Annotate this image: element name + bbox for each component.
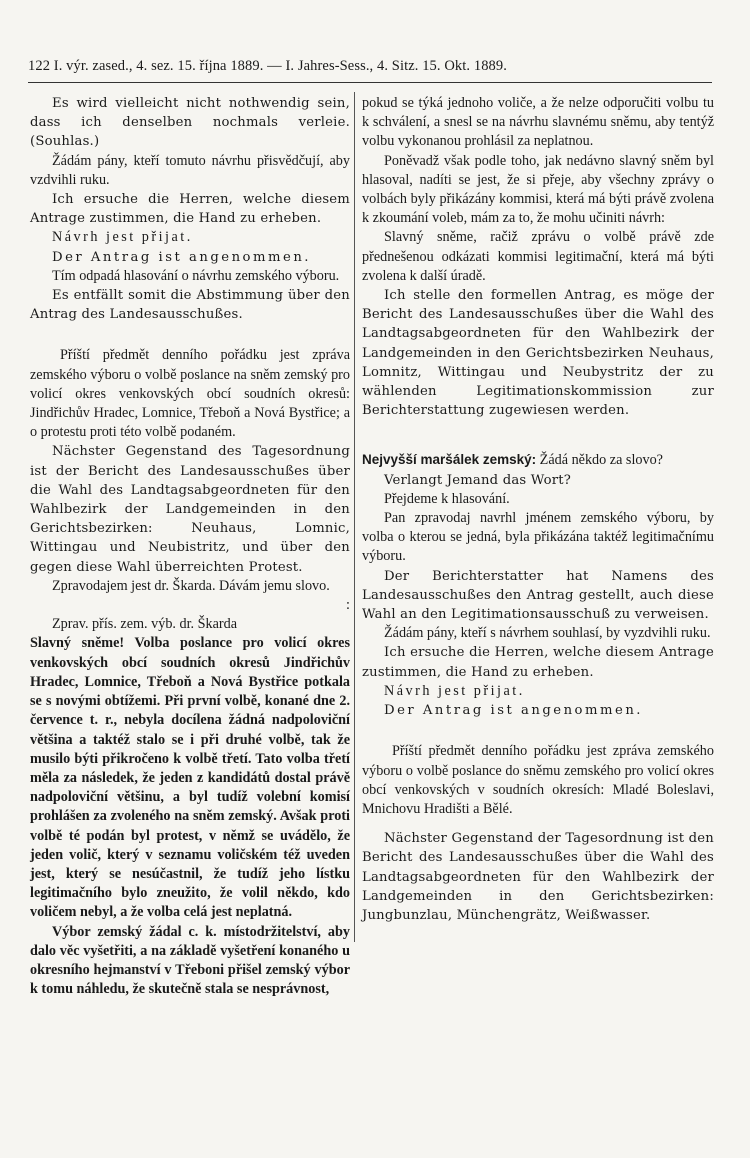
paragraph: Ich ersuche die Herren, welche diesem Antrage zustimmen, die Hand zu erheben. <box>362 645 714 680</box>
page-header: 122 I. výr. zased., 4. sez. 15. října 1889. — I. Jahres-Sess., 4. Sitz. 15. Okt. 1889. <box>28 58 507 74</box>
speaker-label: Zprav. přís. zem. výb. dr. Škarda <box>52 616 238 633</box>
speech-paragraph: Výbor zemský žádal c. k. místodržitelství, aby dalo věc vyšetřiti, a na základě vyšetření konaného u okresního hejmanství v Třeboni přišel zemský výbor k tomu náhledu, že skutečně stala se nesprávnost, <box>30 923 350 998</box>
speaker-label: Nejvyšší maršálek zemský: <box>362 452 537 468</box>
paragraph: Tím odpadá hlasování o návrhu zemského výboru. <box>52 267 340 284</box>
header-rule <box>28 82 712 83</box>
paragraph: Ich stelle den formellen Antrag, es möge der Bericht des Landesausschußes über die Wahl des Landtagsabgeordneten für den Wahlbezirk der Landgemeinden in den Gerichtsbezirken Neuhaus, Lomnitz, Wittingau und Neubystritz der zu wählenden Legitimationskommission zur Berichterstattung zugewiesen werden. <box>362 288 714 419</box>
right-column <box>362 94 714 925</box>
agenda-item-de: Nächster Gegenstand der Tagesordnung ist den Bericht des Landesausschußes über die Wahl des Landtagsabgeordneten für den Wahlbezirk der Landgemeinden in den Gerichtsbezirken: Jungbunzlau, Münchengrätz, Weißwasser. <box>362 831 714 923</box>
colon-mark: : <box>346 597 350 614</box>
paragraph: Der Berichterstatter hat Namens des Landesausschußes den Antrag gestellt, auch diese Wahl an den Legitimationsausschuß zu verweisen. <box>362 568 714 623</box>
paragraph: Zpravodajem jest dr. Škarda. Dávám jemu slovo. <box>52 577 330 594</box>
paragraph: Verlangt Jemand das Wort? <box>384 472 572 488</box>
paragraph: Ich ersuche die Herren, welche diesem Antrage zustimmen, die Hand zu erheben. <box>30 192 350 227</box>
paragraph: Es wird vielleicht nicht nothwendig sein, dass ich denselben nochmals verleie. (Souhlas.) <box>30 96 350 150</box>
agenda-item-de: Nächster Gegenstand des Tagesordnung ist der Bericht des Landesausschußes über die Wahl des Landtagsabgeordneten für den Wahlbezirk der Landgemeinden in den Gerichtsbezirken: Neuhaus, Lomnic, Wittingau und Neubistritz, und über den gegen diese Wahl überreichten Protest. <box>30 444 350 575</box>
paragraph: Přejdeme k hlasování. <box>384 490 510 507</box>
paragraph: Der Antrag ist angenommen. <box>52 249 312 265</box>
agenda-item-cz: Příští předmět denního pořádku jest zpráva zemského výboru o volbě poslance na sněm zemský pro volicí okres venkovských obcí soudních okresů: Jindřichův Hradec, Lomnice, Třeboň a Nová Bystřice; a o protestu proti této volbě podaném. <box>30 347 350 441</box>
paragraph: Poněvadž však podle toho, jak nedávno slavný sněm byl hlasoval, nadíti se jest, že si přeje, aby všechny zprávy o volbách byly přikázány kommisi, která má býti právě zvolena k zkoumání voleb, mám za to, že mohu učiniti návrh: <box>362 152 714 227</box>
paragraph: Návrh jest přijat. <box>384 682 525 699</box>
paragraph: Návrh jest přijat. <box>52 229 193 246</box>
speech-text: Žádá někdo za slovo? <box>539 452 663 469</box>
paragraph: Der Antrag ist angenommen. <box>384 703 644 719</box>
speech-paragraph: Slavný sněme! Volba poslance pro volicí okres venkovských obcí soudních okresů Jindřichův Hradec, Lomnice, Třeboň a Nová Bystřice potkala se s novými obtížemi. Při první volbě, konané dne 2. července t. r., nebyla docílena žádná nadpoloviční většina a taktéž stalo se i při druhé volbě, tak že musilo býti přikročeno k volbě třetí. Tato volba třetí měla za následek, že jeden z kandidátů dostal právě nadpoloviční většinu, a byl tudíž volební komisí prohlášen za zvoleného na sněm zemský. Avšak proti volbě té podán byl protest, v němž se uvádělo, že jeden volič, který v seznamu voličském též uveden jest, který se nesúčastnil, že tudíž jeho lístku legitimačního bylo zneužito, že volil někdo, kdo voličem nebyl, a že volba celá jest neplatná. <box>30 635 350 921</box>
paragraph: Pan zpravodaj navrhl jménem zemského výboru, by volba o kterou se jedná, byla přikázána taktéž legitimačnímu výboru. <box>362 510 714 565</box>
paragraph: Žádám pány, kteří s návrhem souhlasí, by vyzdvihli ruku. <box>384 625 711 642</box>
paragraph: Slavný sněme, račiž zprávu o volbě právě zde přednešenou odkázati kommisi legitimační, která má býti zvolena k další úradě. <box>362 229 714 284</box>
paragraph: Es entfällt somit die Abstimmung über den Antrag des Landesausschußes. <box>30 288 350 323</box>
agenda-item-cz: Příští předmět denního pořádku jest zpráva zemského výboru o volbě poslance do sněmu zemského pro volicí okres obcí venkovských v soudních okresích: Mladé Boleslavi, Mnichovu Hradišti a Bělé. <box>362 743 714 817</box>
paragraph: pokud se týká jednoho voliče, a že nelze odporučiti volbu tu k schválení, a snesl se na návrhu slavnému sněmu, aby tentýž volbu vykonanou prohlásil za neplatnou. <box>362 95 714 150</box>
left-column <box>30 94 350 999</box>
column-divider <box>354 92 355 942</box>
paragraph: Žádám pány, kteří tomuto návrhu přisvědčují, aby vzdvihli ruku. <box>30 152 350 188</box>
